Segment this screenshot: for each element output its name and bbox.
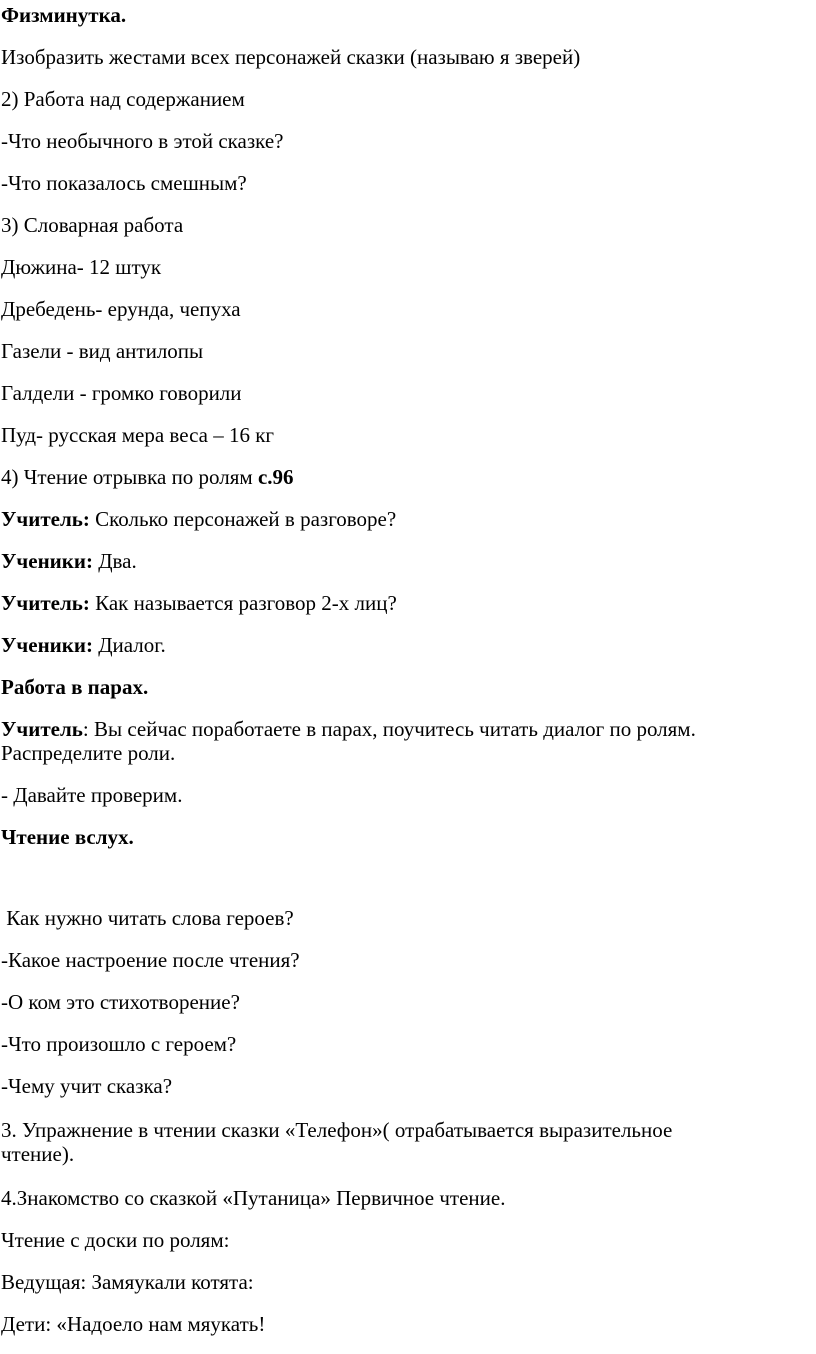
paragraph: Изобразить жестами всех персонажей сказки (называю я зверей) <box>1 45 581 69</box>
section-heading: 4.Знакомство со сказкой «Путаница» Первичное чтение. <box>1 1186 506 1210</box>
vocab-item: Дюжина- 12 штук <box>1 255 162 279</box>
question: -Какое настроение после чтения? <box>1 948 300 972</box>
dialogue-text: Диалог. <box>92 633 166 657</box>
speaker-label: Ученики: <box>1 549 93 573</box>
speaker-label: Учитель <box>1 717 83 741</box>
vocab-item: Пуд- русская мера веса – 16 кг <box>1 423 275 447</box>
speaker-label: Учитель: <box>1 507 90 531</box>
question: -О ком это стихотворение? <box>1 990 240 1014</box>
paragraph: Чтение с доски по ролям: <box>1 1228 230 1252</box>
vocab-item: Галдели - громко говорили <box>1 381 242 405</box>
heading-fizminutka: Физминутка. <box>1 3 127 27</box>
paragraph: - Давайте проверим. <box>1 783 183 807</box>
dialogue-line <box>1 507 396 532</box>
section-heading: 3) Словарная работа <box>1 213 184 237</box>
section-heading-continuation: чтение). <box>1 1142 75 1166</box>
dialogue-text: : Вы сейчас поработаете в парах, поучитесь читать диалог по ролям. <box>82 717 696 741</box>
section-text: 4) Чтение отрывка по ролям <box>1 465 258 489</box>
section-heading: 2) Работа над содержанием <box>1 87 245 111</box>
dialogue-line <box>1 717 696 742</box>
vocab-item: Дребедень- ерунда, чепуха <box>1 297 241 321</box>
speaker-label: Учитель: <box>1 591 90 615</box>
question: -Что произошло с героем? <box>1 1032 237 1056</box>
question: -Что необычного в этой сказке? <box>1 129 284 153</box>
question: -Чему учит сказка? <box>1 1074 173 1098</box>
speaker-label: Ученики: <box>1 633 93 657</box>
question: -Что показалось смешным? <box>1 171 247 195</box>
dialogue-text: Сколько персонажей в разговоре? <box>89 507 397 531</box>
question: Как нужно читать слова героев? <box>1 906 294 930</box>
page-reference: с.96 <box>257 465 294 489</box>
dialogue-line: Дети: «Надоело нам мяукать! <box>1 1312 266 1336</box>
dialogue-text: Два. <box>92 549 137 573</box>
section-heading <box>1 465 294 490</box>
section-heading: 3. Упражнение в чтении сказки «Телефон»( отрабатывается выразительное <box>1 1118 673 1142</box>
heading-pair-work: Работа в парах. <box>1 675 149 699</box>
dialogue-line: Ведущая: Замяукали котята: <box>1 1270 254 1294</box>
dialogue-text: Как называется разговор 2-х лиц? <box>89 591 397 615</box>
dialogue-line <box>1 549 137 574</box>
heading-reading-aloud: Чтение вслух. <box>1 825 134 849</box>
vocab-item: Газели - вид антилопы <box>1 339 204 363</box>
dialogue-continuation: Распределите роли. <box>1 741 176 765</box>
dialogue-line <box>1 633 166 658</box>
dialogue-line <box>1 591 397 616</box>
